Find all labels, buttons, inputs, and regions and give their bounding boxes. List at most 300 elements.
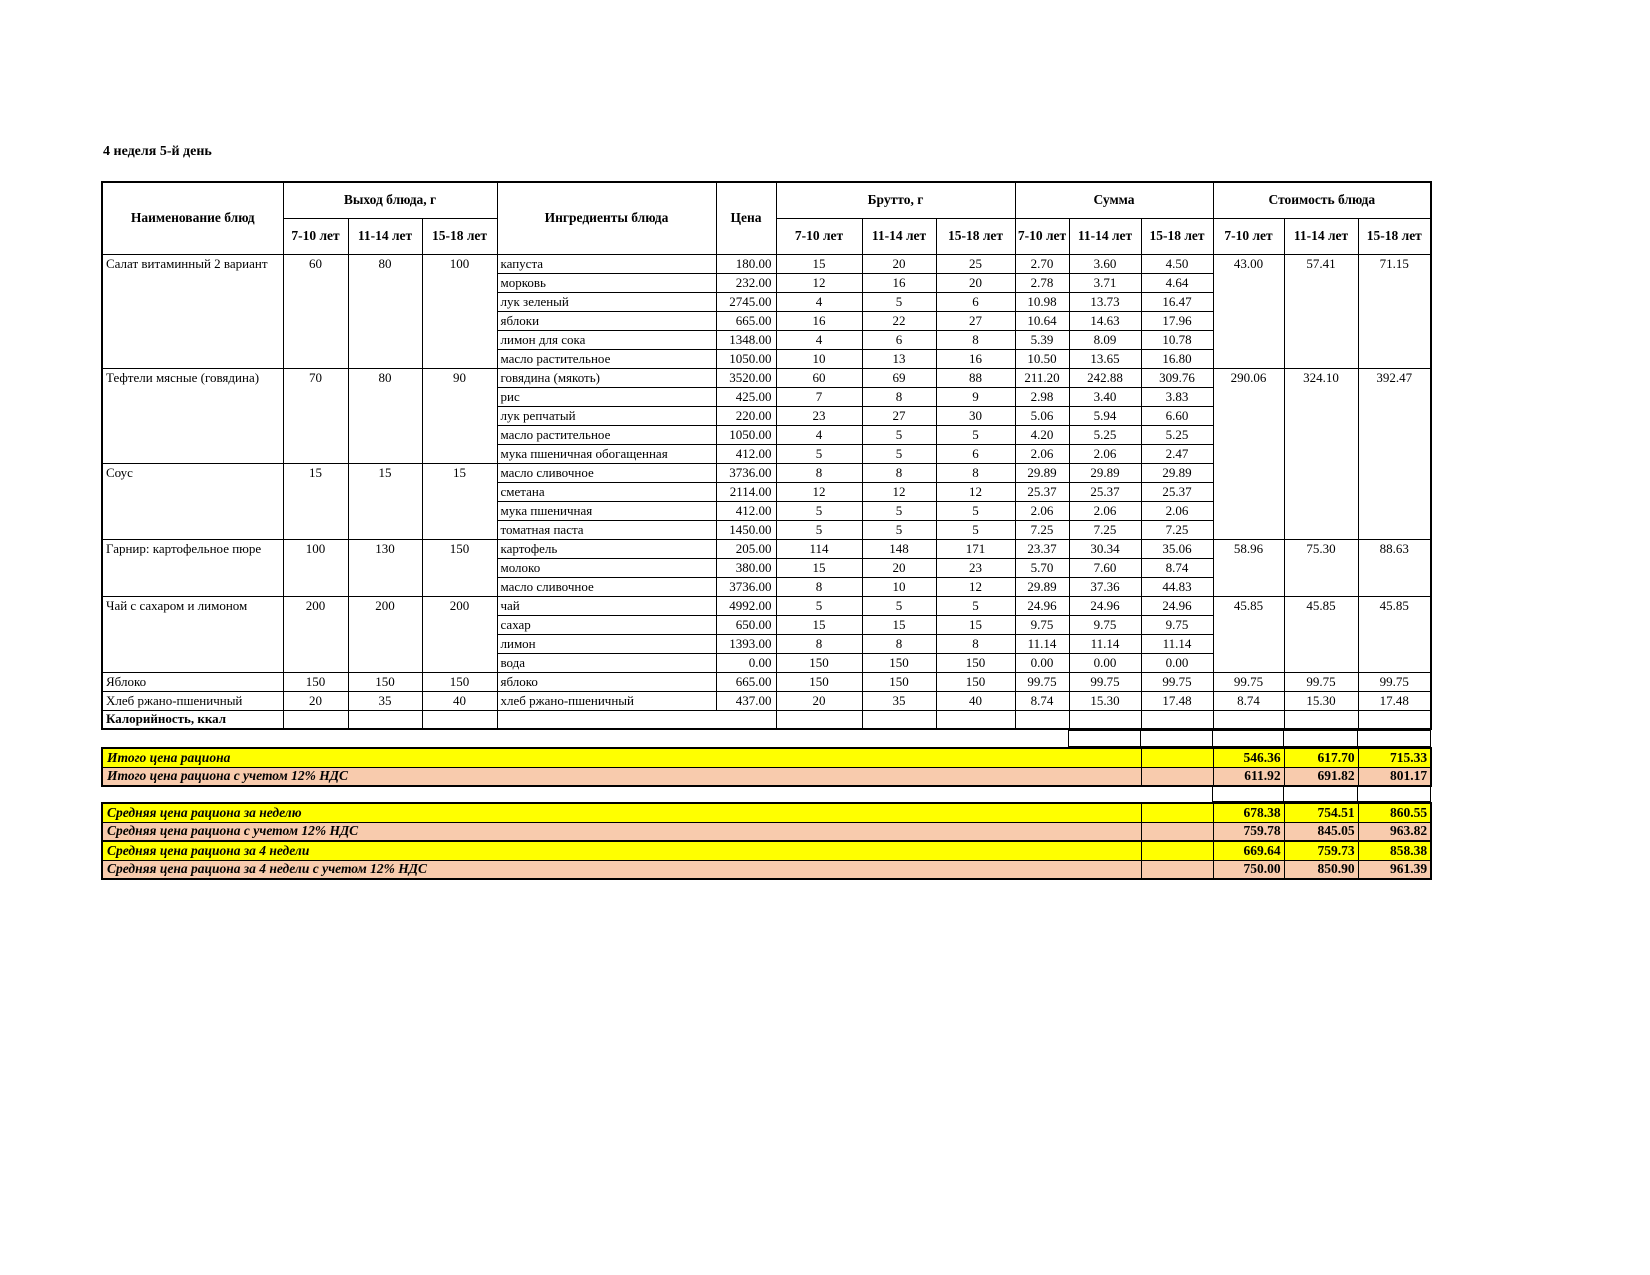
brutto-cell: 13 bbox=[862, 349, 936, 368]
totals-summary bbox=[101, 747, 1432, 787]
ingredient-name-cell: хлеб ржано-пшеничный bbox=[497, 691, 716, 710]
output-cell: 40 bbox=[422, 691, 497, 710]
ingredient-name-cell: вода bbox=[497, 653, 716, 672]
spacer-cell bbox=[101, 786, 1212, 802]
price-cell: 650.00 bbox=[716, 615, 776, 634]
sum-cell: 8.09 bbox=[1069, 330, 1141, 349]
sum-cell: 16.47 bbox=[1141, 292, 1213, 311]
output-cell: 100 bbox=[422, 254, 497, 368]
age-column-header: 7-10 лет bbox=[1213, 218, 1284, 254]
summary-value-cell: 759.73 bbox=[1284, 841, 1358, 860]
dish-cost-cell: 57.41 bbox=[1284, 254, 1358, 368]
empty-cell bbox=[1069, 710, 1141, 729]
summary-row bbox=[102, 748, 1431, 767]
sum-cell: 29.89 bbox=[1141, 463, 1213, 482]
empty-cell bbox=[1015, 710, 1069, 729]
page-title: 4 неделя 5-й день bbox=[103, 144, 212, 159]
sum-cell: 7.25 bbox=[1141, 520, 1213, 539]
empty-cell bbox=[1357, 731, 1430, 747]
output-cell: 60 bbox=[283, 254, 348, 368]
calories-row bbox=[102, 710, 1431, 729]
brutto-cell: 5 bbox=[776, 596, 862, 615]
output-cell: 130 bbox=[348, 539, 422, 596]
brutto-cell: 12 bbox=[776, 482, 862, 501]
brutto-cell: 5 bbox=[776, 520, 862, 539]
summary-row bbox=[102, 767, 1431, 786]
summary-value-cell: 961.39 bbox=[1358, 860, 1431, 879]
brutto-cell: 15 bbox=[936, 615, 1015, 634]
sum-cell: 4.64 bbox=[1141, 273, 1213, 292]
empty-cell bbox=[1140, 731, 1212, 747]
brutto-cell: 8 bbox=[776, 577, 862, 596]
calories-label-cell: Калорийность, ккал bbox=[102, 710, 283, 729]
age-column-header: 15-18 лет bbox=[936, 218, 1015, 254]
brutto-cell: 15 bbox=[862, 615, 936, 634]
brutto-cell: 4 bbox=[776, 330, 862, 349]
ingredient-name-cell: лук репчатый bbox=[497, 406, 716, 425]
col-header-cost: Стоимость блюда bbox=[1213, 182, 1431, 218]
brutto-cell: 23 bbox=[776, 406, 862, 425]
brutto-cell: 150 bbox=[936, 672, 1015, 691]
price-cell: 232.00 bbox=[716, 273, 776, 292]
sum-cell: 4.50 bbox=[1141, 254, 1213, 273]
brutto-cell: 8 bbox=[776, 634, 862, 653]
sum-cell: 11.14 bbox=[1015, 634, 1069, 653]
sum-cell: 6.60 bbox=[1141, 406, 1213, 425]
dish-cost-cell: 58.96 bbox=[1213, 539, 1284, 596]
ingredient-name-cell: мука пшеничная bbox=[497, 501, 716, 520]
brutto-cell: 20 bbox=[936, 273, 1015, 292]
brutto-cell: 5 bbox=[862, 596, 936, 615]
summary-value-cell: 617.70 bbox=[1284, 748, 1358, 767]
sum-cell: 5.94 bbox=[1069, 406, 1141, 425]
sum-cell: 35.06 bbox=[1141, 539, 1213, 558]
dish-cost-cell: 324.10 bbox=[1284, 368, 1358, 539]
brutto-cell: 5 bbox=[862, 292, 936, 311]
summary-label-cell: Средняя цена рациона за 4 недели с учетом 12% НДС bbox=[102, 860, 1141, 879]
sum-cell: 24.96 bbox=[1141, 596, 1213, 615]
sum-cell: 309.76 bbox=[1141, 368, 1213, 387]
output-cell: 200 bbox=[422, 596, 497, 672]
brutto-cell: 6 bbox=[936, 444, 1015, 463]
brutto-cell: 12 bbox=[936, 577, 1015, 596]
age-column-header: 7-10 лет bbox=[283, 218, 348, 254]
brutto-cell: 5 bbox=[862, 425, 936, 444]
output-cell: 80 bbox=[348, 254, 422, 368]
brutto-cell: 15 bbox=[776, 558, 862, 577]
ingredient-name-cell: мука пшеничная обогащенная bbox=[497, 444, 716, 463]
brutto-cell: 20 bbox=[862, 558, 936, 577]
brutto-cell: 5 bbox=[936, 501, 1015, 520]
price-cell: 3736.00 bbox=[716, 463, 776, 482]
output-cell: 150 bbox=[422, 539, 497, 596]
dish-cost-cell: 88.63 bbox=[1358, 539, 1431, 596]
empty-cell bbox=[1358, 710, 1431, 729]
empty-cell bbox=[1141, 860, 1213, 879]
empty-cell bbox=[1283, 731, 1357, 747]
brutto-cell: 22 bbox=[862, 311, 936, 330]
ingredient-name-cell: лук зеленый bbox=[497, 292, 716, 311]
sum-cell: 5.39 bbox=[1015, 330, 1069, 349]
price-cell: 1348.00 bbox=[716, 330, 776, 349]
sum-cell: 13.73 bbox=[1069, 292, 1141, 311]
output-cell: 150 bbox=[283, 672, 348, 691]
sum-cell: 9.75 bbox=[1141, 615, 1213, 634]
summary-row bbox=[102, 860, 1431, 879]
output-cell: 20 bbox=[283, 691, 348, 710]
sum-cell: 7.60 bbox=[1069, 558, 1141, 577]
brutto-cell: 69 bbox=[862, 368, 936, 387]
output-cell: 150 bbox=[422, 672, 497, 691]
ingredient-row bbox=[102, 596, 1431, 615]
ingredient-name-cell: лимон bbox=[497, 634, 716, 653]
sum-cell: 3.40 bbox=[1069, 387, 1141, 406]
brutto-cell: 8 bbox=[862, 634, 936, 653]
dish-cost-cell: 45.85 bbox=[1213, 596, 1284, 672]
summary-row bbox=[102, 841, 1431, 860]
price-cell: 1393.00 bbox=[716, 634, 776, 653]
dish-name-cell: Гарнир: картофельное пюре bbox=[102, 539, 283, 596]
sum-cell: 99.75 bbox=[1015, 672, 1069, 691]
summary-value-cell: 754.51 bbox=[1284, 803, 1358, 822]
trailer-row bbox=[101, 730, 1431, 747]
brutto-cell: 60 bbox=[776, 368, 862, 387]
price-cell: 2745.00 bbox=[716, 292, 776, 311]
sum-cell: 16.80 bbox=[1141, 349, 1213, 368]
sum-cell: 2.06 bbox=[1015, 501, 1069, 520]
brutto-cell: 10 bbox=[776, 349, 862, 368]
spacer-cell bbox=[101, 731, 1068, 747]
dish-cost-cell: 45.85 bbox=[1358, 596, 1431, 672]
sum-cell: 23.37 bbox=[1015, 539, 1069, 558]
brutto-cell: 6 bbox=[936, 292, 1015, 311]
sum-cell: 14.63 bbox=[1069, 311, 1141, 330]
col-header-ingredients: Ингредиенты блюда bbox=[497, 182, 716, 254]
col-header-brutto: Брутто, г bbox=[776, 182, 1015, 218]
sum-cell: 29.89 bbox=[1069, 463, 1141, 482]
price-cell: 180.00 bbox=[716, 254, 776, 273]
dish-cost-cell: 99.75 bbox=[1284, 672, 1358, 691]
sum-cell: 5.25 bbox=[1141, 425, 1213, 444]
empty-cell bbox=[1212, 786, 1283, 802]
empty-cell bbox=[1141, 710, 1213, 729]
brutto-cell: 5 bbox=[776, 501, 862, 520]
sum-cell: 5.25 bbox=[1069, 425, 1141, 444]
sum-cell: 4.20 bbox=[1015, 425, 1069, 444]
summary-value-cell: 759.78 bbox=[1213, 822, 1284, 841]
sum-cell: 24.96 bbox=[1069, 596, 1141, 615]
summary-value-cell: 750.00 bbox=[1213, 860, 1284, 879]
output-cell: 100 bbox=[283, 539, 348, 596]
sum-cell: 24.96 bbox=[1015, 596, 1069, 615]
sum-cell: 25.37 bbox=[1141, 482, 1213, 501]
brutto-cell: 35 bbox=[862, 691, 936, 710]
sum-cell: 5.06 bbox=[1015, 406, 1069, 425]
price-cell: 425.00 bbox=[716, 387, 776, 406]
brutto-cell: 150 bbox=[776, 672, 862, 691]
brutto-cell: 8 bbox=[862, 387, 936, 406]
summary-value-cell: 850.90 bbox=[1284, 860, 1358, 879]
sum-cell: 8.74 bbox=[1141, 558, 1213, 577]
summary-label-cell: Средняя цена рациона с учетом 12% НДС bbox=[102, 822, 1141, 841]
brutto-cell: 148 bbox=[862, 539, 936, 558]
sum-cell: 99.75 bbox=[1141, 672, 1213, 691]
age-column-header: 15-18 лет bbox=[1141, 218, 1213, 254]
ingredient-name-cell: капуста bbox=[497, 254, 716, 273]
dish-cost-cell: 392.47 bbox=[1358, 368, 1431, 539]
dish-cost-cell: 99.75 bbox=[1358, 672, 1431, 691]
sum-cell: 8.74 bbox=[1015, 691, 1069, 710]
output-cell: 35 bbox=[348, 691, 422, 710]
ingredient-name-cell: масло растительное bbox=[497, 425, 716, 444]
empty-cell bbox=[283, 710, 348, 729]
brutto-cell: 25 bbox=[936, 254, 1015, 273]
ingredient-name-cell: молоко bbox=[497, 558, 716, 577]
sum-cell: 17.48 bbox=[1141, 691, 1213, 710]
sum-cell: 3.60 bbox=[1069, 254, 1141, 273]
dish-cost-cell: 71.15 bbox=[1358, 254, 1431, 368]
ingredient-name-cell: томатная паста bbox=[497, 520, 716, 539]
sum-cell: 2.06 bbox=[1015, 444, 1069, 463]
empty-cell bbox=[1141, 822, 1213, 841]
brutto-cell: 20 bbox=[776, 691, 862, 710]
price-cell: 437.00 bbox=[716, 691, 776, 710]
dish-cost-cell: 8.74 bbox=[1213, 691, 1284, 710]
brutto-cell: 8 bbox=[936, 634, 1015, 653]
sum-cell: 25.37 bbox=[1015, 482, 1069, 501]
brutto-cell: 4 bbox=[776, 425, 862, 444]
price-cell: 1050.00 bbox=[716, 425, 776, 444]
empty-cell bbox=[1141, 767, 1213, 786]
brutto-cell: 12 bbox=[776, 273, 862, 292]
brutto-cell: 4 bbox=[776, 292, 862, 311]
ingredient-name-cell: сахар bbox=[497, 615, 716, 634]
ingredient-name-cell: яблоко bbox=[497, 672, 716, 691]
brutto-cell: 16 bbox=[936, 349, 1015, 368]
brutto-cell: 12 bbox=[936, 482, 1015, 501]
dish-name-cell: Тефтели мясные (говядина) bbox=[102, 368, 283, 463]
brutto-cell: 150 bbox=[936, 653, 1015, 672]
sum-cell: 2.06 bbox=[1069, 501, 1141, 520]
sum-cell: 17.96 bbox=[1141, 311, 1213, 330]
price-cell: 412.00 bbox=[716, 501, 776, 520]
price-cell: 412.00 bbox=[716, 444, 776, 463]
price-cell: 665.00 bbox=[716, 672, 776, 691]
summary-value-cell: 546.36 bbox=[1213, 748, 1284, 767]
summary-value-cell: 678.38 bbox=[1213, 803, 1284, 822]
summary-label-cell: Средняя цена рациона за 4 недели bbox=[102, 841, 1141, 860]
output-cell: 200 bbox=[348, 596, 422, 672]
sum-cell: 29.89 bbox=[1015, 577, 1069, 596]
sum-cell: 30.34 bbox=[1069, 539, 1141, 558]
price-cell: 1050.00 bbox=[716, 349, 776, 368]
brutto-cell: 88 bbox=[936, 368, 1015, 387]
output-cell: 90 bbox=[422, 368, 497, 463]
empty-cell bbox=[936, 710, 1015, 729]
age-column-header: 11-14 лет bbox=[1069, 218, 1141, 254]
brutto-cell: 27 bbox=[862, 406, 936, 425]
output-cell: 15 bbox=[283, 463, 348, 539]
summary-value-cell: 715.33 bbox=[1358, 748, 1431, 767]
brutto-cell: 15 bbox=[776, 615, 862, 634]
output-cell: 200 bbox=[283, 596, 348, 672]
output-cell: 80 bbox=[348, 368, 422, 463]
empty-cell bbox=[862, 710, 936, 729]
ingredient-name-cell: масло растительное bbox=[497, 349, 716, 368]
ingredient-name-cell: говядина (мякоть) bbox=[497, 368, 716, 387]
brutto-cell: 5 bbox=[862, 501, 936, 520]
col-header-price: Цена bbox=[716, 182, 776, 254]
sum-cell: 37.36 bbox=[1069, 577, 1141, 596]
price-cell: 3520.00 bbox=[716, 368, 776, 387]
price-cell: 2114.00 bbox=[716, 482, 776, 501]
table-body bbox=[102, 254, 1431, 729]
summary-row bbox=[102, 822, 1431, 841]
price-cell: 4992.00 bbox=[716, 596, 776, 615]
brutto-cell: 171 bbox=[936, 539, 1015, 558]
sum-cell: 3.83 bbox=[1141, 387, 1213, 406]
dish-name-cell: Соус bbox=[102, 463, 283, 539]
table-header bbox=[102, 182, 1431, 254]
summary-row bbox=[102, 803, 1431, 822]
brutto-cell: 5 bbox=[936, 596, 1015, 615]
sum-cell: 211.20 bbox=[1015, 368, 1069, 387]
output-cell: 70 bbox=[283, 368, 348, 463]
sum-cell: 3.71 bbox=[1069, 273, 1141, 292]
price-cell: 380.00 bbox=[716, 558, 776, 577]
summary-gap-row bbox=[101, 785, 1431, 802]
dish-cost-cell: 75.30 bbox=[1284, 539, 1358, 596]
sum-cell: 13.65 bbox=[1069, 349, 1141, 368]
age-column-header: 11-14 лет bbox=[862, 218, 936, 254]
averages-summary bbox=[101, 802, 1432, 880]
brutto-cell: 150 bbox=[862, 653, 936, 672]
ingredient-row bbox=[102, 672, 1431, 691]
age-column-header: 15-18 лет bbox=[422, 218, 497, 254]
output-cell: 15 bbox=[422, 463, 497, 539]
brutto-cell: 30 bbox=[936, 406, 1015, 425]
summary-label-cell: Итого цена рациона bbox=[102, 748, 1141, 767]
brutto-cell: 5 bbox=[776, 444, 862, 463]
sum-cell: 11.14 bbox=[1141, 634, 1213, 653]
sum-cell: 242.88 bbox=[1069, 368, 1141, 387]
empty-cell bbox=[1141, 841, 1213, 860]
ingredient-name-cell: масло сливочное bbox=[497, 463, 716, 482]
sum-cell: 7.25 bbox=[1015, 520, 1069, 539]
sum-cell: 2.98 bbox=[1015, 387, 1069, 406]
brutto-cell: 5 bbox=[862, 520, 936, 539]
sum-cell: 10.64 bbox=[1015, 311, 1069, 330]
price-cell: 205.00 bbox=[716, 539, 776, 558]
brutto-cell: 5 bbox=[936, 520, 1015, 539]
brutto-cell: 7 bbox=[776, 387, 862, 406]
ingredient-name-cell: масло сливочное bbox=[497, 577, 716, 596]
dish-cost-cell: 99.75 bbox=[1213, 672, 1284, 691]
sum-cell: 15.30 bbox=[1069, 691, 1141, 710]
ingredient-name-cell: сметана bbox=[497, 482, 716, 501]
col-header-output: Выход блюда, г bbox=[283, 182, 497, 218]
ingredient-name-cell: яблоки bbox=[497, 311, 716, 330]
dish-name-cell: Яблоко bbox=[102, 672, 283, 691]
ingredient-row bbox=[102, 691, 1431, 710]
brutto-cell: 10 bbox=[862, 577, 936, 596]
dish-name-cell: Чай с сахаром и лимоном bbox=[102, 596, 283, 672]
sum-cell: 7.25 bbox=[1069, 520, 1141, 539]
brutto-cell: 23 bbox=[936, 558, 1015, 577]
summary-label-cell: Средняя цена рациона за неделю bbox=[102, 803, 1141, 822]
price-cell: 0.00 bbox=[716, 653, 776, 672]
brutto-cell: 150 bbox=[776, 653, 862, 672]
sum-cell: 2.78 bbox=[1015, 273, 1069, 292]
empty-cell bbox=[776, 710, 862, 729]
sum-cell: 2.06 bbox=[1141, 501, 1213, 520]
sum-cell: 0.00 bbox=[1015, 653, 1069, 672]
brutto-cell: 5 bbox=[862, 444, 936, 463]
ingredient-name-cell: морковь bbox=[497, 273, 716, 292]
brutto-cell: 5 bbox=[936, 425, 1015, 444]
brutto-cell: 8 bbox=[936, 463, 1015, 482]
sum-cell: 2.47 bbox=[1141, 444, 1213, 463]
empty-cell bbox=[1284, 710, 1358, 729]
sum-cell: 99.75 bbox=[1069, 672, 1141, 691]
price-cell: 1450.00 bbox=[716, 520, 776, 539]
empty-cell bbox=[1212, 731, 1283, 747]
brutto-cell: 6 bbox=[862, 330, 936, 349]
empty-cell bbox=[1141, 803, 1213, 822]
brutto-cell: 20 bbox=[862, 254, 936, 273]
brutto-cell: 150 bbox=[862, 672, 936, 691]
brutto-cell: 16 bbox=[776, 311, 862, 330]
sum-cell: 0.00 bbox=[1069, 653, 1141, 672]
brutto-cell: 40 bbox=[936, 691, 1015, 710]
dish-cost-cell: 43.00 bbox=[1213, 254, 1284, 368]
empty-cell bbox=[422, 710, 497, 729]
ingredient-name-cell: лимон для сока bbox=[497, 330, 716, 349]
sum-cell: 9.75 bbox=[1069, 615, 1141, 634]
summary-value-cell: 691.82 bbox=[1284, 767, 1358, 786]
empty-cell bbox=[1213, 710, 1284, 729]
menu-cost-table bbox=[101, 181, 1432, 730]
empty-cell bbox=[348, 710, 422, 729]
output-cell: 150 bbox=[348, 672, 422, 691]
sum-cell: 5.70 bbox=[1015, 558, 1069, 577]
summary-value-cell: 963.82 bbox=[1358, 822, 1431, 841]
ingredient-row bbox=[102, 539, 1431, 558]
summary-label-cell: Итого цена рациона с учетом 12% НДС bbox=[102, 767, 1141, 786]
summary-value-cell: 611.92 bbox=[1213, 767, 1284, 786]
brutto-cell: 114 bbox=[776, 539, 862, 558]
summary-value-cell: 801.17 bbox=[1358, 767, 1431, 786]
dish-name-cell: Салат витаминный 2 вариант bbox=[102, 254, 283, 368]
dish-cost-cell: 45.85 bbox=[1284, 596, 1358, 672]
ingredient-name-cell: чай bbox=[497, 596, 716, 615]
summary-value-cell: 669.64 bbox=[1213, 841, 1284, 860]
summary-value-cell: 845.05 bbox=[1284, 822, 1358, 841]
dish-cost-cell: 17.48 bbox=[1358, 691, 1431, 710]
sum-cell: 10.78 bbox=[1141, 330, 1213, 349]
age-column-header: 11-14 лет bbox=[348, 218, 422, 254]
sum-cell: 2.70 bbox=[1015, 254, 1069, 273]
ingredient-row bbox=[102, 368, 1431, 387]
brutto-cell: 8 bbox=[862, 463, 936, 482]
brutto-cell: 8 bbox=[776, 463, 862, 482]
empty-cell bbox=[1283, 786, 1357, 802]
age-column-header: 7-10 лет bbox=[776, 218, 862, 254]
ingredient-name-cell: картофель bbox=[497, 539, 716, 558]
empty-cell bbox=[1141, 748, 1213, 767]
sum-cell: 10.98 bbox=[1015, 292, 1069, 311]
sum-cell: 2.06 bbox=[1069, 444, 1141, 463]
